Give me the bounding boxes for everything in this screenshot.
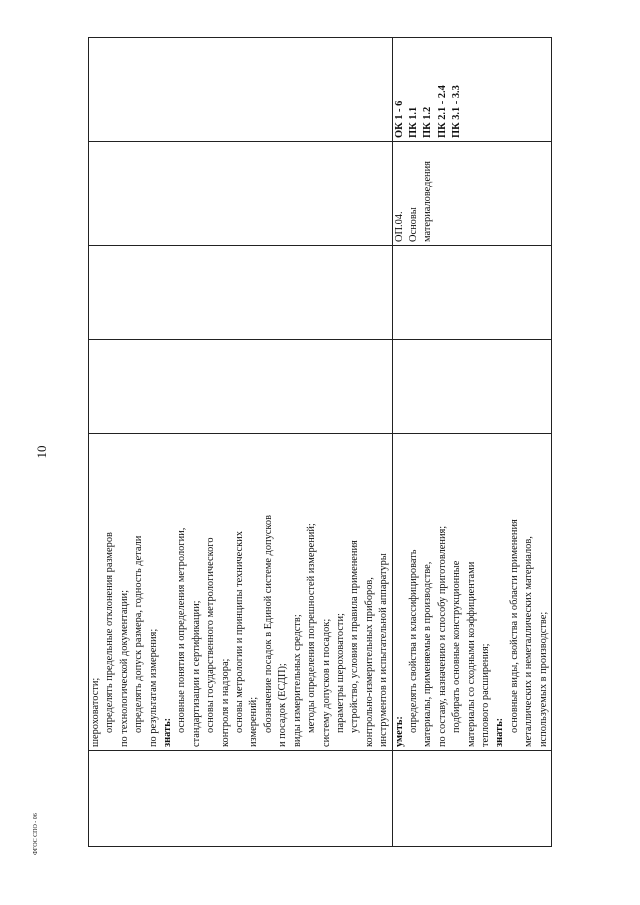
table-row: [89, 38, 393, 847]
discipline-line: материаловедения: [422, 161, 434, 242]
hours-cell: [89, 340, 393, 434]
content-line: инструментов и испытательной аппаратуры: [378, 553, 390, 747]
content-line: материалы, применяемые в производстве,: [422, 561, 434, 747]
page-number: 10: [34, 445, 49, 459]
competency-code: ПК 2.1 - 2.4: [436, 85, 448, 138]
content-line: контроля и надзора;: [219, 658, 231, 747]
content-line: определять допуск размера, годность детали: [133, 535, 145, 733]
hours-cell: [392, 340, 551, 434]
content-line: методы определения погрешностей измерений;: [306, 523, 318, 733]
document-code: ФГОС СПО - 06: [33, 813, 39, 855]
competency-code: ОК 1 - 6: [393, 100, 405, 138]
row-index-cell: [89, 751, 393, 847]
content-line: устройство, условия и правила применения: [349, 540, 361, 733]
content-line: параметры шероховатости;: [334, 613, 346, 733]
content-line: знать:: [162, 717, 174, 747]
content-line: металлических и неметаллических материалов,: [523, 536, 535, 747]
content-line: по результатам измерения;: [147, 628, 159, 747]
content-line: основные виды, свойства и области применения: [508, 519, 520, 733]
content-line: определять свойства и классифицировать: [407, 549, 419, 733]
content-line: подбирать основные конструкционные: [451, 560, 463, 733]
discipline-line: ОП.04.: [393, 211, 405, 242]
content-line: систему допусков и посадок;: [320, 618, 332, 747]
content-line: знать:: [494, 717, 506, 747]
content-line: измерений;: [248, 696, 260, 747]
hours-cell: [89, 246, 393, 340]
content-line: материалы со сходными коэффициентами: [465, 561, 477, 747]
content-line: определять предельные отклонения размеров: [104, 532, 116, 733]
content-line: шероховатости;: [90, 677, 101, 747]
content-line: теплового расширения;: [479, 643, 491, 747]
content-line: основные понятия и определения метрологии,: [176, 527, 188, 733]
content-line: основы государственного метрологического: [205, 537, 217, 733]
competencies-cell: [89, 38, 393, 142]
content-line: уметь:: [393, 716, 405, 747]
discipline-cell: [89, 142, 393, 246]
content-line: обозначение посадок в Единой системе допусков: [262, 514, 274, 733]
competency-code: ПК 1.1: [407, 106, 419, 138]
content-line: стандартизации и сертификации;: [190, 600, 202, 747]
content-line: по технологической документации;: [118, 589, 130, 747]
rotated-table-sheet: [88, 37, 549, 847]
table-row: [392, 38, 551, 847]
content-line: используемых в производстве;: [537, 611, 549, 747]
table-container: [88, 37, 549, 847]
competency-code: ПК 3.1 - 3.3: [451, 85, 463, 138]
content-line: по составу, назначению и способу приготовления;: [436, 525, 448, 747]
content-line: основы метрологии и принципы технических: [234, 531, 246, 733]
discipline-line: Основы: [407, 207, 419, 242]
content-line: контрольно-измерительных приборов,: [363, 577, 375, 747]
content-line: и посадок (ЕСДП);: [277, 663, 289, 747]
row-index-cell: [392, 751, 551, 847]
hours-cell: [392, 246, 551, 340]
discipline-cell: [392, 142, 551, 246]
competency-table: [88, 37, 552, 847]
content-line: виды измерительных средств;: [291, 614, 303, 747]
content-cell: [89, 434, 393, 751]
content-cell: [392, 434, 551, 751]
competencies-cell: [392, 38, 551, 142]
competency-code: ПК 1.2: [422, 106, 434, 138]
